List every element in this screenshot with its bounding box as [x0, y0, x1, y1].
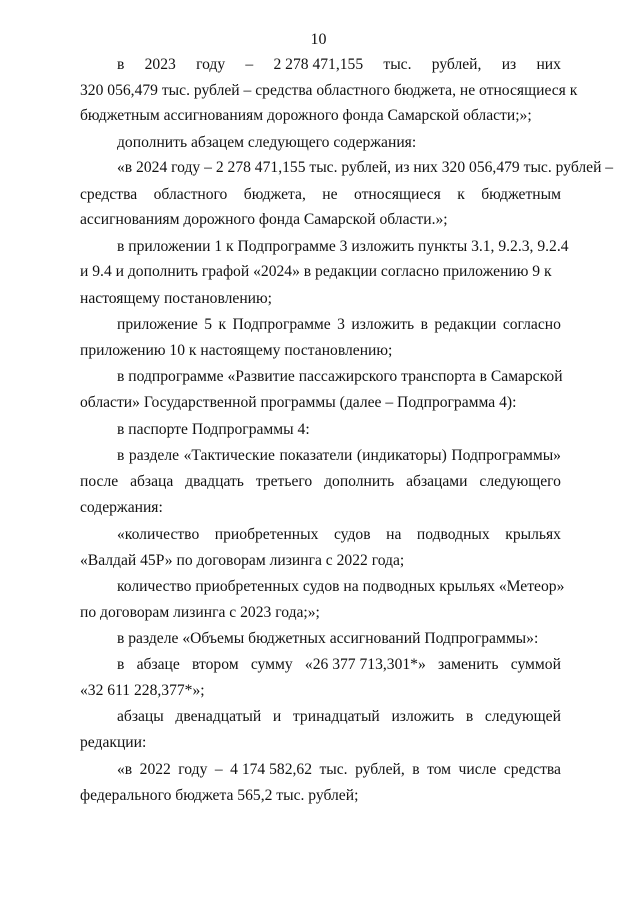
word: 5 [204, 316, 213, 333]
word: тыс. [319, 761, 348, 778]
word: Подпрограммы» [451, 447, 561, 464]
text-line-6 [80, 185, 561, 205]
word: относящиеся [354, 186, 441, 203]
word: Подпрограмме [232, 316, 331, 333]
text-line-1 [117, 55, 561, 75]
text-line-22: по договорам лизинга с 2023 года;»; [80, 604, 320, 621]
word: 2 278 471,155 [273, 56, 364, 73]
word: втором [192, 656, 239, 673]
text-line-28 [117, 760, 561, 780]
word: областного [153, 186, 228, 203]
word: на [386, 526, 402, 543]
word: третьего [255, 473, 313, 490]
word: двадцать [185, 473, 244, 490]
text-line-18: содержания: [80, 499, 163, 516]
word: заменить [438, 656, 499, 673]
word: – [245, 56, 254, 73]
text-line-10: настоящему постановлению; [80, 290, 273, 307]
word: абзацами [406, 473, 468, 490]
word: не [322, 186, 338, 203]
word: дополнить [324, 473, 395, 490]
text-line-26 [117, 707, 561, 727]
word: согласно [502, 316, 561, 333]
word: году [196, 56, 226, 73]
word: средства [80, 186, 138, 203]
word: суммой [510, 656, 561, 673]
text-line-12: приложению 10 к настоящему постановлению; [80, 342, 393, 359]
word: к [457, 186, 465, 203]
word: 3 [337, 316, 345, 333]
text-line-14: области» Государственной программы (далее – Подпрограмма 4): [80, 394, 517, 411]
word: 4 174 582,62 [230, 761, 312, 778]
word: судов [333, 526, 371, 543]
word: числе [458, 761, 497, 778]
word: изложить [391, 708, 455, 725]
text-line-25: «32 611 228,377*»; [80, 682, 205, 699]
text-line-15: в паспорте Подпрограммы 4: [117, 421, 310, 438]
word: – [214, 761, 223, 778]
text-line-7: ассигнованиям дорожного фонда Самарской области.»; [80, 211, 448, 228]
word: в [412, 761, 420, 778]
word: следующей [484, 708, 561, 725]
page-number: 10 [310, 31, 327, 48]
text-line-3: бюджетным ассигнованиям дорожного фонда Самарской области;»; [80, 107, 532, 124]
word: тринадцатый [292, 708, 380, 725]
text-line-5: «в 2024 году – 2 278 471,155 тыс. рублей, из них 320 056,479 тыс. рублей – [117, 159, 614, 176]
word: приложение [117, 316, 198, 333]
word: рублей, [355, 761, 405, 778]
text-line-13: в подпрограмме «Развитие пассажирского транспорта в Самарской [117, 368, 563, 385]
word: в [117, 447, 125, 464]
word: в [117, 56, 125, 73]
word: «26 377 713,301*» [304, 656, 426, 673]
word: из [501, 56, 517, 73]
word: том [427, 761, 452, 778]
word: в [420, 316, 428, 333]
text-line-27: редакции: [80, 734, 147, 751]
word: крыльях [505, 526, 561, 543]
word: приобретенных [214, 526, 319, 543]
word: двенадцатый [175, 708, 262, 725]
word: следующего [479, 473, 561, 490]
word: рублей, [431, 56, 482, 73]
text-line-21: количество приобретенных судов на подводных крыльях «Метеор» [117, 578, 565, 595]
text-line-20: «Валдай 45Р» по договорам лизинга с 2022 года; [80, 552, 405, 569]
word: абзацы [117, 708, 164, 725]
word: в [117, 656, 125, 673]
word: средства [503, 761, 561, 778]
word: бюджетным [481, 186, 561, 203]
text-line-23: в разделе «Объемы бюджетных ассигнований Подпрограммы»: [117, 630, 539, 647]
word: абзаца [130, 473, 174, 490]
word: после [80, 473, 119, 490]
word: изложить [351, 316, 415, 333]
text-line-29: федерального бюджета 565,2 тыс. рублей; [80, 787, 359, 804]
text-line-17 [80, 472, 561, 492]
word: 2022 [139, 761, 171, 778]
word: показатели [279, 447, 353, 464]
text-line-8: в приложении 1 к Подпрограмме 3 изложить пункты 3.1, 9.2.3, 9.2.4 [117, 238, 569, 255]
word: сумму [250, 656, 293, 673]
word: редакции [434, 316, 497, 333]
text-line-19 [117, 525, 561, 545]
word: абзаце [136, 656, 180, 673]
word: и [272, 708, 282, 725]
word: бюджета, [243, 186, 306, 203]
word: них [536, 56, 561, 73]
text-line-24 [117, 655, 561, 675]
word: в [465, 708, 474, 725]
word: к [218, 316, 227, 333]
word: году [178, 761, 208, 778]
text-line-9: и 9.4 и дополнить графой «2024» в редакции согласно приложению 9 к [80, 263, 552, 280]
word: 2023 [144, 56, 176, 73]
text-line-11 [117, 315, 561, 335]
word: «в [117, 761, 133, 778]
word: (индикаторы) [356, 447, 447, 464]
word: подводных [416, 526, 490, 543]
word: разделе [128, 447, 180, 464]
text-line-4: дополнить абзацем следующего содержания: [117, 134, 417, 151]
word: «количество [117, 526, 200, 543]
word: «Тактические [183, 447, 275, 464]
word: тыс. [383, 56, 412, 73]
text-line-16 [117, 446, 561, 466]
text-line-2: 320 056,479 тыс. рублей – средства областного бюджета, не относящиеся к [80, 82, 578, 99]
